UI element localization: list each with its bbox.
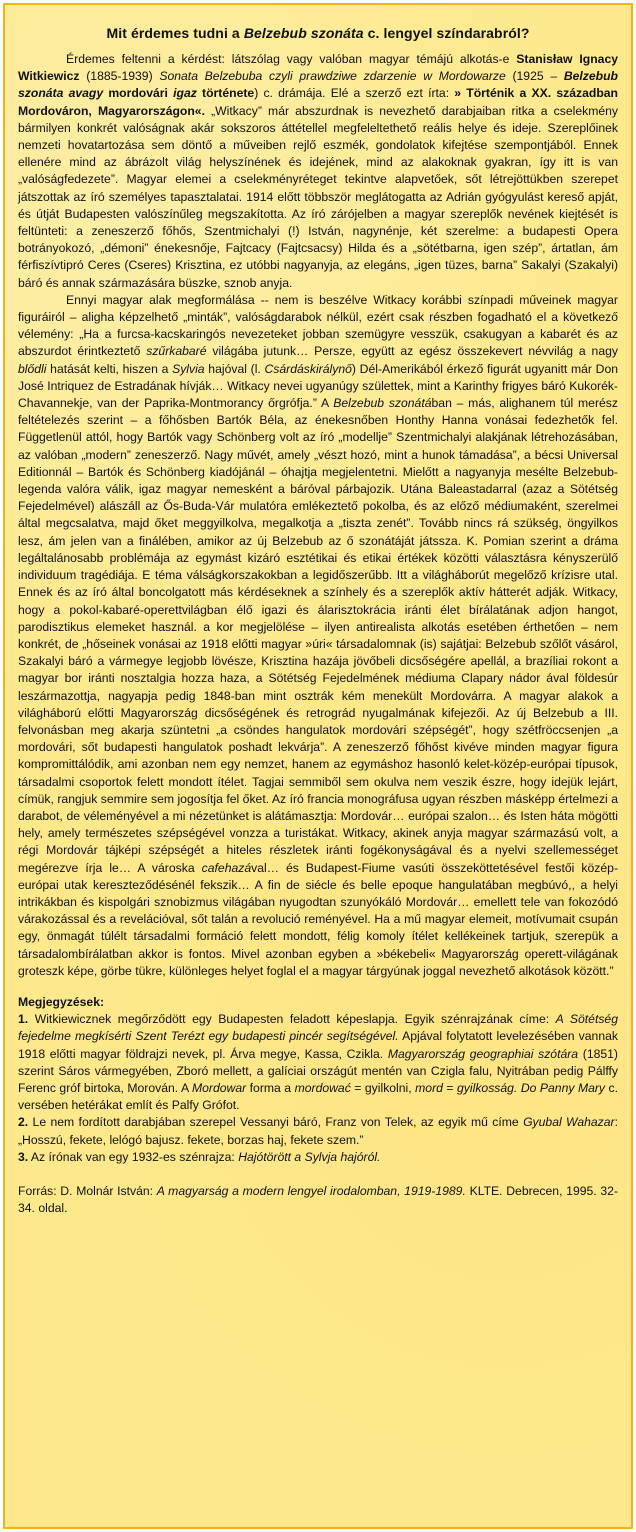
notes-section (18, 994, 618, 1166)
text-run: cafehazá (201, 860, 252, 875)
article-title (18, 25, 618, 41)
text-run: hatását kelti, hiszen a (46, 361, 173, 376)
text-run: ) Dél-Amerikából érkező figurát ugyanitt már Don José Intriquez de Estradának hívják… Witkacy nevei ugyanúgy születtek, mint a Karinthy frigyes báró Kukorék-Chavannekje, van der Paprika-Montmorancy őrgrófja.” A (18, 361, 619, 411)
text-run: blődli (18, 361, 47, 376)
text-run: története (196, 86, 255, 101)
text-run: Ennyi magyar alak megformálása -- nem is beszélve Witkacy korábbi színpadi műveinek magyar figuráiról – aligha képzelhető „minták”, valóságdarabok nélkül, ezért csak részben fogadható el a következő vélemény: „Ha a furcsa-kacskaringós nevezeteket jobban szemügyre vesszük, csakugyan a kabarét és az abszurdot érintkeztető (18, 292, 618, 359)
text-run: = (442, 1080, 458, 1095)
text-run: 3. (18, 1149, 29, 1164)
text-run: (1885-1939) (79, 69, 160, 84)
text-run: „Witkacy” már abszurdnak is nevezhető darabjaiban ritka a cselekmény bármilyen konkrét valóságnak akár sokszoros áttétellel megfeleltethető reális helye és ideje. Szereplőinek nemzeti hovatartozása sem döntő a műveiben rejlő eszmék, gondolatok kifejtése szempontjából. Ennek ellenére mind az ábrázolt világ helyszínének és idejének, mind az alakoknak gyakran, így itt is van „valóságfedezete”. Magyar elemei a cselekményréteget tekintve alapvetőek, sőt létrejöttükben szerepet játszottak az író személyes tapasztalatai. 1914 előtt többször meglátogatta az Adrián gyógyulást kereső apját, és útját Budapesten valószínűleg megszakította. Az író zárójelben a magyar szereplők nevének kiejtését is feltünteti: a zeneszerző főhős, Szentmichalyi (!) István, nagynénje, két szerelme: a budapesti Opera botrányokozó, „démoni” énekesnője, Fajtcacy (Fajtcsacsy) Hilda és a „sötétbarna, igen szép”, ártatlan, ám férfiszívtipró Ceres (Cseres) Krisztina, ez utóbbi nagyanyja, az elegáns, „igen tüzes, barna” Sakalyi (Szakalyi) báró és annak származására büszke, sznob anyja. (18, 103, 618, 290)
text-run: Magyarország geographiai szótára (387, 1046, 579, 1061)
text-run: Le nem fordított darabjában szerepel Vessanyi báró, Franz von Telek, az egyik mű címe (28, 1115, 524, 1130)
text-run: mordovári (103, 86, 174, 101)
title-part-1: Mit érdemes tudni a (106, 25, 244, 41)
text-run: A magyarság a modern lengyel irodalomban, 1919-1989. (156, 1184, 466, 1198)
text-run: A Sötétség fejedelme megkísérti Szent Terézt egy budapesti pincér segítségével. (18, 1012, 618, 1044)
notes-heading: Megjegyzések: (18, 994, 105, 1009)
text-run: Belzebub szonátá (333, 396, 432, 411)
text-run: (1925 – (505, 69, 564, 84)
text-run: hajóval (l. (204, 361, 265, 376)
source-citation (18, 1183, 618, 1217)
text-run: Apjával folytatott levelezésében vannak 1918 előtti magyar földrajzi nevek, pl. Árva megye, Kassa, Czikla. (18, 1029, 618, 1061)
text-run: c. versében hetérákat említ és Palfy Grófot. (18, 1080, 619, 1113)
text-run: Az írónak van egy 1932-es szénrajza: (28, 1149, 239, 1164)
text-run: (1851) szerint Sáros vármegyében, Zboró mellett, a galíciai országút mentén van Czigla falu, Nyitrában pedig Pálffy Ferenc gróf birtoka, Morován. A (18, 1046, 618, 1095)
text-run: Forrás: D. Molnár István: (18, 1184, 157, 1198)
text-run: = gyilkolni, (350, 1080, 416, 1095)
text-run: mordować (294, 1080, 351, 1095)
text-run: Sylvia (172, 361, 205, 376)
article-frame (3, 3, 633, 1529)
paragraph-2 (18, 292, 618, 980)
title-part-2: c. lengyel színdarabról? (363, 25, 530, 41)
text-run: Belzebub szonáta avagy (18, 69, 618, 101)
note-1 (18, 1011, 618, 1114)
text-run: Sonata Belzebuba czyli prawdziwe zdarzenie w Mordowarze (159, 69, 506, 84)
text-run: Érdemes feltenni a kérdést: látszólag vagy valóban magyar témájú alkotás-e (66, 52, 517, 66)
text-run: Csárdáskirálynő (264, 361, 352, 376)
text-run: 2. (18, 1115, 29, 1130)
article-body (18, 51, 618, 980)
text-run: Witkiewicznek megőrződött egy Budapesten feladott képeslapja. Egyik szénrajzának címe: (28, 1012, 556, 1027)
text-run: Stanisław Ignacy Witkiewicz (18, 52, 618, 84)
text-run: val… és Budapest-Fiume vasúti összeköttetésével festői közép-európai utak kereszteződésénél fekszik… A fin de siécle és belle epoque hangulatában megbúvó,, a helyi intrikákban és kispolgári sznobizmus világában nyugodtan szunyókáló Mordovár… emellett tele van fokozódó várakozással és a revelációval, sőt talán a revolució reményével. Ha a mű magyar elemeit, motívumait csupán egy, önmagát túlélt társadalmi formáció felett mondott, félig komoly ítélet kellékeinek tartjuk, szerepük a társadalombírálatban akkor is fontos. Mivel azonban egyben a »békebeli« Magyarország operett-világának groteszk képe, görbe tükre, különleges helyet foglal el a magyar tárgyúnak joggal nevezhető alkotások között.” (18, 860, 619, 978)
text-run: Mordowar (191, 1080, 247, 1095)
text-run: ban – más, alighanem túl merész feltételezés szerint – a főhősben Bartók Béla, az énekesnőben Honthy Hanna vonásai fedezhetők fel. Függetlenül attól, hogy Bartók vagy Schönberg volt az író „modellje” Szentmichalyi alakjának létrehozásában, az valóban „modern” zeneszerző. Nagy művét, amely „vészt hozó, mint a hunok támadása”, a bécsi Universal Editionnál – Bartók és Schönberg kiadójánál – óhajtja megjelentetni. Mielőtt a nagyanyja mesélte Belzebub-legenda valóra válik, igaz magyar nemesként a báróval párbajozik. Utána Baleastadarral (azaz a Sötétség Fejedelmével) alászáll az Ős-Buda-Vár mulatóra emlékeztető pokolba, és az előző médiumaként, szerelmei által megcsalatva, majd őket meggyilkolva, megalkotja a „tiszta zenét”. Tovább nincs rá szükség, öngyilkos lesz, ám jelen van a finálében, amikor az új Belzebub az ő szonátáját játssza. K. Pomian szerint a dráma legáltalánosabb problémája az egymást kizáró esztétikai és etikai értékek közötti választásra kényszerülő individuum tragédiája. E téma válságkorszakokban a legidőszerűbb. Itt a világháborút megelőző krízisre utal. Ennek és az író által boncolgatott más kérdéseknek a színhely és a szereplők aktív hátterét adják. Witkacy, hogy a pokol-kabaré-operettvilágban élő igazi és álarisztokrácia iránti élet bírálatának adjon hangot, parodisztikus elemeket használ. a kor megjelölése – ilyen antirealista alkotás esetében érthetően – nem konkrét, de „hőseinek vonásai az 1918 előtti magyar »úri« társadalomnak (is) sajátjai: Belzebub szőlőt vásárol, Szakalyi báró a vármegye legjobb lövésze, Krisztina hazája jövőbeli dicsőségére apellál, a brazíliai rokont a magyar bor iránti nosztalgia hozza haza, a Sötétség Fejedelmének médiuma Clapary nádor ával földesúr leszármazottja, nagyapja pedig 1848-ban mint osztrák kém menekült Mordovárra. A magyar alakok a világháború előtti Magyarország dicsőségének és retrográd nyugalmának kifejezői. Az új Belzebub a III. felvonásban meg akarja szüntetni „a csöndes hangulatok mordovári szépségét”, hogy szétfröccsenjen „a mordovári, sőt budapesti hangulatok poshadt lekvárja”. A zeneszerző főhőst kivéve minden magyar figura kompromittálódik, ami azonban nem egy nemzet, hanem az egymáshoz hasonló kelet-közép-európai típusok, társadalmi csoportok felett mondott ítélet. Tagjai semmiből sem okulva nem veszik észre, hogy idejük lejárt, címük, rangjuk semmire sem jogosítja fel őket. Az író francia monográfusa ugyan részben másképp értelmezi a darabot, de véleményével a mi nézetünket is alátámasztja: Mordovár… európai szalon… és Isten háta mögötti hely, amely természetes szépségével vonzza a turistákat. Witkacy, akinek anyja magyar származású volt, a régi Mordovár tájképi szépségét a hiteles részletek iránti fogékonyságával és a nyelvi szellemességet megérezve írja le… A városka (18, 396, 618, 875)
text-run: igaz (173, 86, 197, 101)
text-run: forma a (246, 1080, 295, 1095)
text-run: » Történik a XX. században Mordováron, Magyarországon«. (18, 86, 618, 118)
note-2 (18, 1114, 618, 1148)
text-run: : „Hosszú, fekete, lelógó bajusz. fekete, borzas haj, fekete szem.” (18, 1115, 618, 1147)
text-run: ) c. drámája. Elé a szerző ezt írta: (254, 86, 455, 101)
text-run: szűrkabaré (146, 344, 207, 359)
paragraph-1 (18, 51, 618, 292)
text-run: KLTE. Debrecen, 1995. 32-34. oldal. (18, 1184, 618, 1216)
text-run: világába jutunk… Persze, együtt az egész összekevert névvilág a nagy (206, 344, 618, 359)
text-run: Gyubal Wahazar (523, 1115, 615, 1130)
title-italic-work: Belzebub szonáta (243, 25, 364, 41)
note-3 (18, 1149, 618, 1166)
text-run: mord (415, 1080, 443, 1095)
text-run: 1. (18, 1012, 29, 1027)
text-run: Hajótörött a Sylvja hajóról. (238, 1149, 381, 1164)
text-run: gyilkosság. Do Panny Mary (457, 1080, 606, 1095)
